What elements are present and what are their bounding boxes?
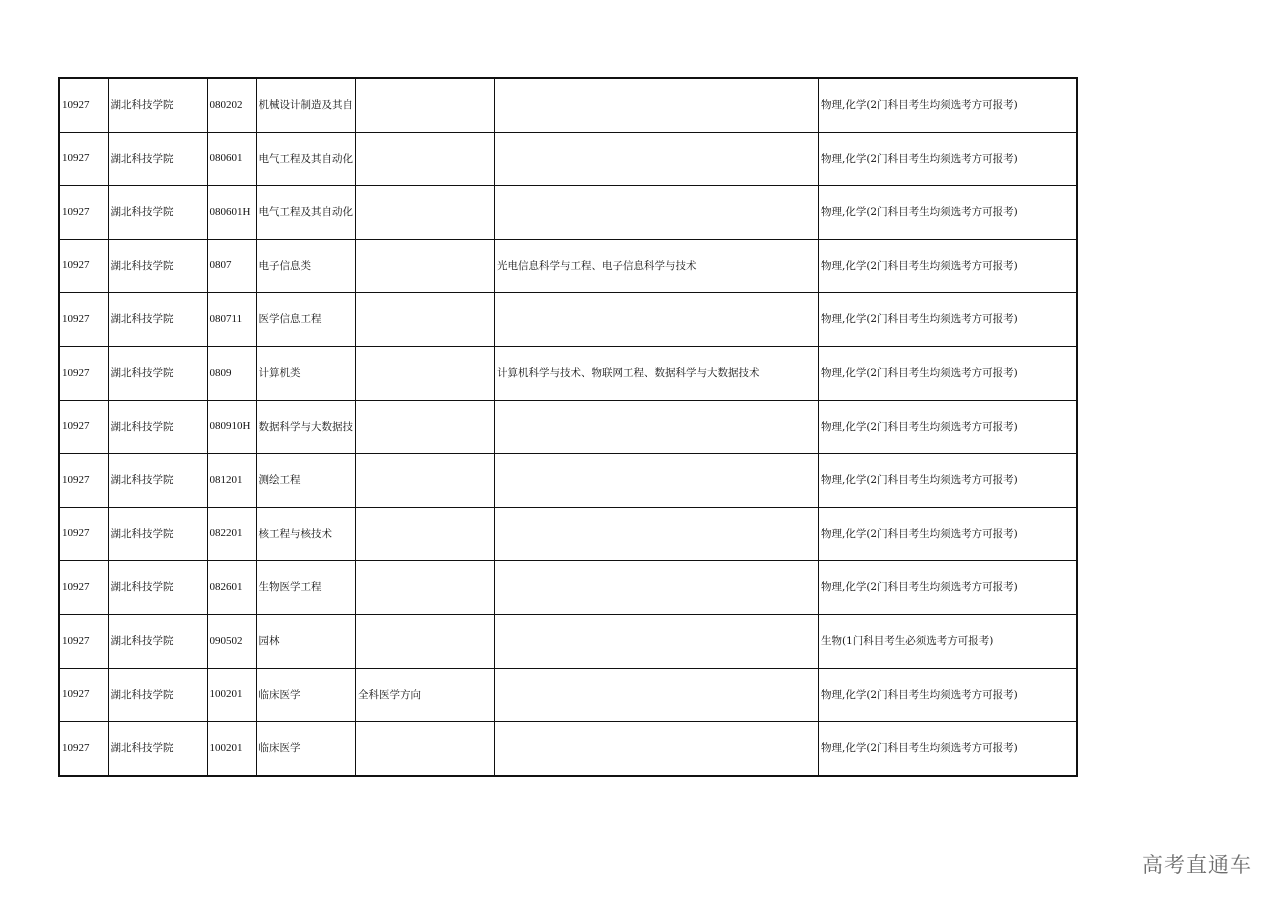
subject-requirement-cell: 物理,化学(2门科目考生均须选考方可报考) [819, 186, 1077, 240]
major-name-cell: 医学信息工程 [256, 293, 356, 347]
major-code-cell: 100201 [207, 722, 256, 776]
included-majors-cell [495, 561, 819, 615]
school-code-cell: 10927 [59, 186, 108, 240]
requirements-table [58, 77, 1078, 777]
table-row [59, 186, 1077, 240]
table-row [59, 722, 1077, 776]
school-name-cell: 湖北科技学院 [108, 293, 207, 347]
table-row [59, 239, 1077, 293]
school-name-cell: 湖北科技学院 [108, 186, 207, 240]
included-majors-cell: 计算机科学与技术、物联网工程、数据科学与大数据技术 [495, 346, 819, 400]
major-code-cell: 082601 [207, 561, 256, 615]
table-row [59, 400, 1077, 454]
table-row [59, 454, 1077, 508]
subject-requirement-cell: 物理,化学(2门科目考生均须选考方可报考) [819, 668, 1077, 722]
included-majors-cell [495, 78, 819, 132]
major-name-cell: 生物医学工程 [256, 561, 356, 615]
table-row [59, 346, 1077, 400]
school-name-cell: 湖北科技学院 [108, 346, 207, 400]
school-code-cell: 10927 [59, 239, 108, 293]
major-note-cell [356, 78, 495, 132]
major-note-cell [356, 239, 495, 293]
subject-requirement-cell: 物理,化学(2门科目考生均须选考方可报考) [819, 293, 1077, 347]
school-code-cell: 10927 [59, 78, 108, 132]
table-row [59, 293, 1077, 347]
table-row [59, 78, 1077, 132]
major-name-cell: 数据科学与大数据技 [256, 400, 356, 454]
school-code-cell: 10927 [59, 454, 108, 508]
school-name-cell: 湖北科技学院 [108, 400, 207, 454]
major-note-cell [356, 346, 495, 400]
major-code-cell: 0809 [207, 346, 256, 400]
included-majors-cell [495, 668, 819, 722]
subject-requirement-cell: 生物(1门科目考生必须选考方可报考) [819, 614, 1077, 668]
major-code-cell: 080601 [207, 132, 256, 186]
school-code-cell: 10927 [59, 668, 108, 722]
subject-requirement-cell: 物理,化学(2门科目考生均须选考方可报考) [819, 346, 1077, 400]
included-majors-cell [495, 454, 819, 508]
major-note-cell [356, 132, 495, 186]
school-name-cell: 湖北科技学院 [108, 454, 207, 508]
major-name-cell: 机械设计制造及其自 [256, 78, 356, 132]
school-name-cell: 湖北科技学院 [108, 614, 207, 668]
included-majors-cell [495, 507, 819, 561]
major-name-cell: 电气工程及其自动化 [256, 132, 356, 186]
subject-requirement-cell: 物理,化学(2门科目考生均须选考方可报考) [819, 132, 1077, 186]
major-note-cell [356, 186, 495, 240]
major-name-cell: 临床医学 [256, 668, 356, 722]
major-name-cell: 临床医学 [256, 722, 356, 776]
school-name-cell: 湖北科技学院 [108, 239, 207, 293]
included-majors-cell [495, 186, 819, 240]
major-note-cell [356, 454, 495, 508]
major-note-cell [356, 400, 495, 454]
watermark-text: 高考直通车 [1142, 853, 1252, 877]
major-note-cell [356, 722, 495, 776]
major-note-cell [356, 293, 495, 347]
major-name-cell: 电气工程及其自动化 [256, 186, 356, 240]
school-code-cell: 10927 [59, 346, 108, 400]
major-code-cell: 080202 [207, 78, 256, 132]
school-name-cell: 湖北科技学院 [108, 132, 207, 186]
major-name-cell: 计算机类 [256, 346, 356, 400]
subject-requirement-cell: 物理,化学(2门科目考生均须选考方可报考) [819, 507, 1077, 561]
major-code-cell: 080910H [207, 400, 256, 454]
table-row [59, 668, 1077, 722]
major-code-cell: 082201 [207, 507, 256, 561]
major-code-cell: 090502 [207, 614, 256, 668]
table-row [59, 507, 1077, 561]
school-code-cell: 10927 [59, 132, 108, 186]
included-majors-cell [495, 614, 819, 668]
major-code-cell: 080601H [207, 186, 256, 240]
school-code-cell: 10927 [59, 400, 108, 454]
table-row [59, 132, 1077, 186]
school-code-cell: 10927 [59, 507, 108, 561]
school-name-cell: 湖北科技学院 [108, 722, 207, 776]
table-row [59, 614, 1077, 668]
school-code-cell: 10927 [59, 722, 108, 776]
included-majors-cell [495, 132, 819, 186]
major-note-cell: 全科医学方向 [356, 668, 495, 722]
major-code-cell: 100201 [207, 668, 256, 722]
major-note-cell [356, 561, 495, 615]
school-name-cell: 湖北科技学院 [108, 78, 207, 132]
school-code-cell: 10927 [59, 293, 108, 347]
table-body [59, 78, 1077, 776]
major-note-cell [356, 614, 495, 668]
major-code-cell: 081201 [207, 454, 256, 508]
school-name-cell: 湖北科技学院 [108, 507, 207, 561]
school-code-cell: 10927 [59, 561, 108, 615]
major-name-cell: 电子信息类 [256, 239, 356, 293]
major-note-cell [356, 507, 495, 561]
included-majors-cell [495, 293, 819, 347]
school-name-cell: 湖北科技学院 [108, 668, 207, 722]
subject-requirement-cell: 物理,化学(2门科目考生均须选考方可报考) [819, 561, 1077, 615]
subject-requirement-cell: 物理,化学(2门科目考生均须选考方可报考) [819, 400, 1077, 454]
major-name-cell: 核工程与核技术 [256, 507, 356, 561]
major-code-cell: 080711 [207, 293, 256, 347]
subject-requirement-cell: 物理,化学(2门科目考生均须选考方可报考) [819, 78, 1077, 132]
subject-requirement-cell: 物理,化学(2门科目考生均须选考方可报考) [819, 239, 1077, 293]
major-name-cell: 园林 [256, 614, 356, 668]
school-name-cell: 湖北科技学院 [108, 561, 207, 615]
table-row [59, 561, 1077, 615]
included-majors-cell [495, 722, 819, 776]
major-name-cell: 测绘工程 [256, 454, 356, 508]
school-code-cell: 10927 [59, 614, 108, 668]
major-code-cell: 0807 [207, 239, 256, 293]
subject-requirement-cell: 物理,化学(2门科目考生均须选考方可报考) [819, 454, 1077, 508]
included-majors-cell [495, 400, 819, 454]
included-majors-cell: 光电信息科学与工程、电子信息科学与技术 [495, 239, 819, 293]
subject-requirement-cell: 物理,化学(2门科目考生均须选考方可报考) [819, 722, 1077, 776]
